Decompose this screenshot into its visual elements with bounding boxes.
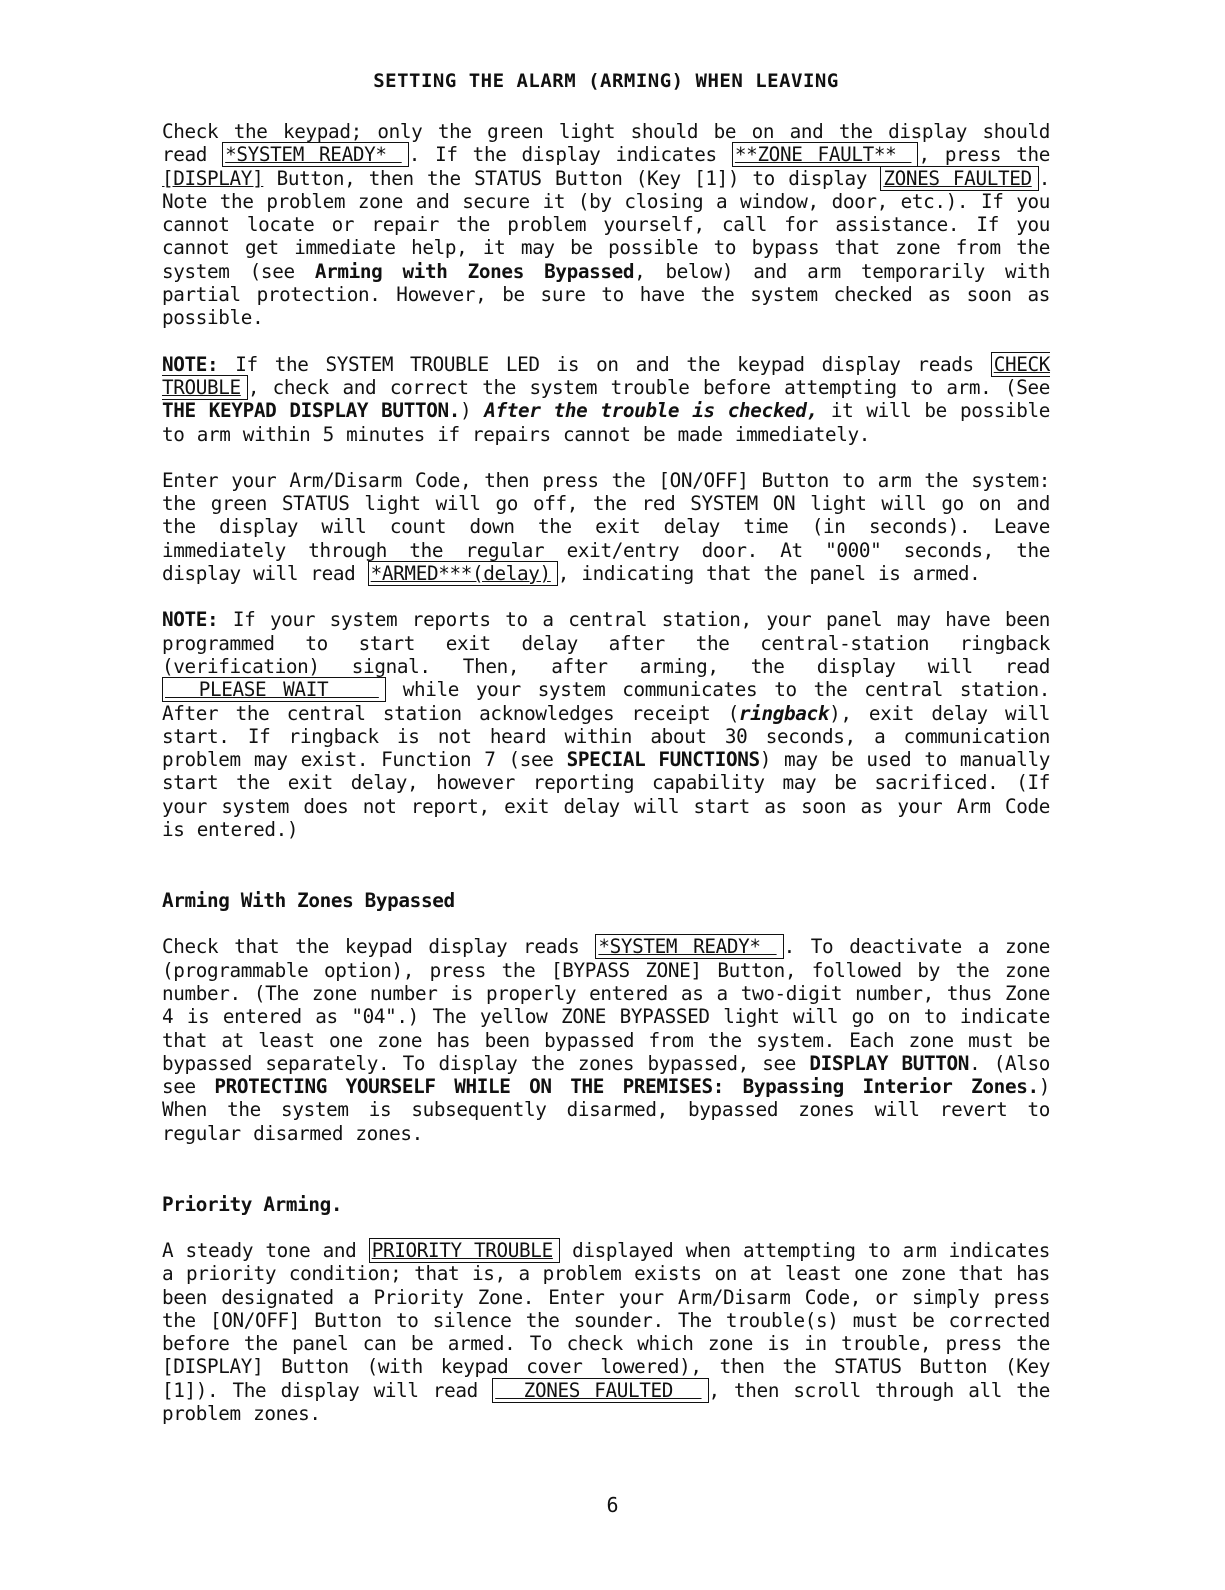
display-key-label: [DISPLAY] (162, 166, 264, 190)
display-system-ready: *SYSTEM READY* (595, 934, 783, 959)
paragraph-note-central-station: NOTE: If your system reports to a central station, your panel may have been programmed to start exit delay after the central-station ringback (verification) signal. Then, after arming, the display will read PLEASE WAIT while your system communicates to the central station. After the central station acknowledges receipt (ringback), exit delay will start. If ringback is not heard within about 30 seconds, a communication problem may exist. Function 7 (see SPECIAL FUNCTIONS) may be used to manually start the exit delay, however reporting capability may be sacrificed. (If your system does not report, exit delay will start as soon as your Arm Code is entered.) (162, 608, 1050, 842)
display-check-trouble: CHECK TROUBLE (162, 352, 1050, 399)
page-title: SETTING THE ALARM (ARMING) WHEN LEAVING (373, 70, 839, 92)
paragraph-bypass: Check that the keypad display reads *SYSTEM READY* . To deactivate a zone (programmable option), press the [BYPASS ZONE] Button, followed by the zone number. (The zone number is properly entered as a two-digit number, thus Zone 4 is entered as "04".) The yellow ZONE BYPASSED light will go on to indicate that at least one zone has been bypassed from the system. Each zone must be bypassed separately. To display the zones bypassed, see DISPLAY BUTTON. (Also see PROTECTING YOURSELF WHILE ON THE PREMISES: Bypassing Interior Zones.) When the system is subsequently disarmed, bypassed zones will revert to regular disarmed zones. (162, 935, 1051, 1145)
ref-keypad-display-button: THE KEYPAD DISPLAY BUTTON. (162, 399, 460, 423)
heading-priority-arming: Priority Arming. (162, 1192, 343, 1216)
display-zones-faulted: ZONES FAULTED (880, 166, 1038, 191)
note-label: NOTE: (162, 352, 219, 376)
display-priority-trouble: PRIORITY TROUBLE (369, 1238, 560, 1263)
document-page (162, 70, 1050, 1448)
display-zones-faulted: ZONES FAULTED (492, 1378, 708, 1403)
page-number: 6 (606, 1493, 619, 1517)
display-zone-fault: **ZONE FAULT** (732, 142, 919, 167)
ref-arming-bypassed: Arming with Zones Bypassed (314, 259, 635, 283)
ref-protecting-yourself: PROTECTING YOURSELF WHILE ON THE PREMISES: Bypassing Interior Zones. (214, 1075, 1039, 1099)
display-system-ready: *SYSTEM READY* (222, 142, 409, 167)
display-armed-delay: *ARMED***(delay) (368, 561, 558, 586)
ref-special-functions: SPECIAL FUNCTIONS (566, 748, 760, 772)
ref-display-button: DISPLAY BUTTON (809, 1051, 970, 1075)
paragraph-check-keypad: Check the keypad; only the green light should be on and the display should read *SYSTEM READY* . If the display indicates **ZONE FAULT** , press the [DISPLAY] Button, then the STATUS Button (Key [1]) to display ZONES FAULTED . Note the problem zone and secure it (by closing a window, door, etc.). If you cannot locate or repair the problem yourself, call for assistance. If you cannot get immediate help, it may be possible to bypass that zone from the system (see Arming with Zones Bypassed, below) and arm temporarily with partial protection. However, be sure to have the system checked as soon as possible. (162, 120, 1050, 330)
paragraph-priority: A steady tone and PRIORITY TROUBLE displayed when attempting to arm indicates a priority condition; that is, a problem exists on at least one zone that has been designated a Priority Zone. Enter your Arm/Disarm Code, or simply press the [ON/OFF] Button to silence the sounder. The trouble(s) must be corrected before the panel can be armed. To check which zone is in trouble, press the [DISPLAY] Button (with keypad cover lowered), then the STATUS Button (Key [1]). The display will read ZONES FAULTED , then scroll through all the problem zones. (162, 1238, 1051, 1426)
display-please-wait: PLEASE WAIT (162, 677, 386, 702)
heading-arming-bypassed: Arming With Zones Bypassed (162, 889, 455, 913)
paragraph-enter-code: Enter your Arm/Disarm Code, then press the [ON/OFF] Button to arm the system: the green STATUS light will go off, the red SYSTEM ON light will go on and the display will count down the exit delay time (in seconds). Leave immediately through the regular exit/entry door. At "000" seconds, the display will read *ARMED***(delay) , indicating that the panel is armed. (162, 468, 1050, 586)
paragraph-note-trouble: NOTE: If the SYSTEM TROUBLE LED is on and the keypad display reads CHECK TROUBLE , check and correct the system trouble before attempting to arm. (See THE KEYPAD DISPLAY BUTTON.) After the trouble is checked, it will be possible to arm within 5 minutes if repairs cannot be made immediately. (162, 352, 1051, 446)
note-label: NOTE: (162, 608, 219, 632)
